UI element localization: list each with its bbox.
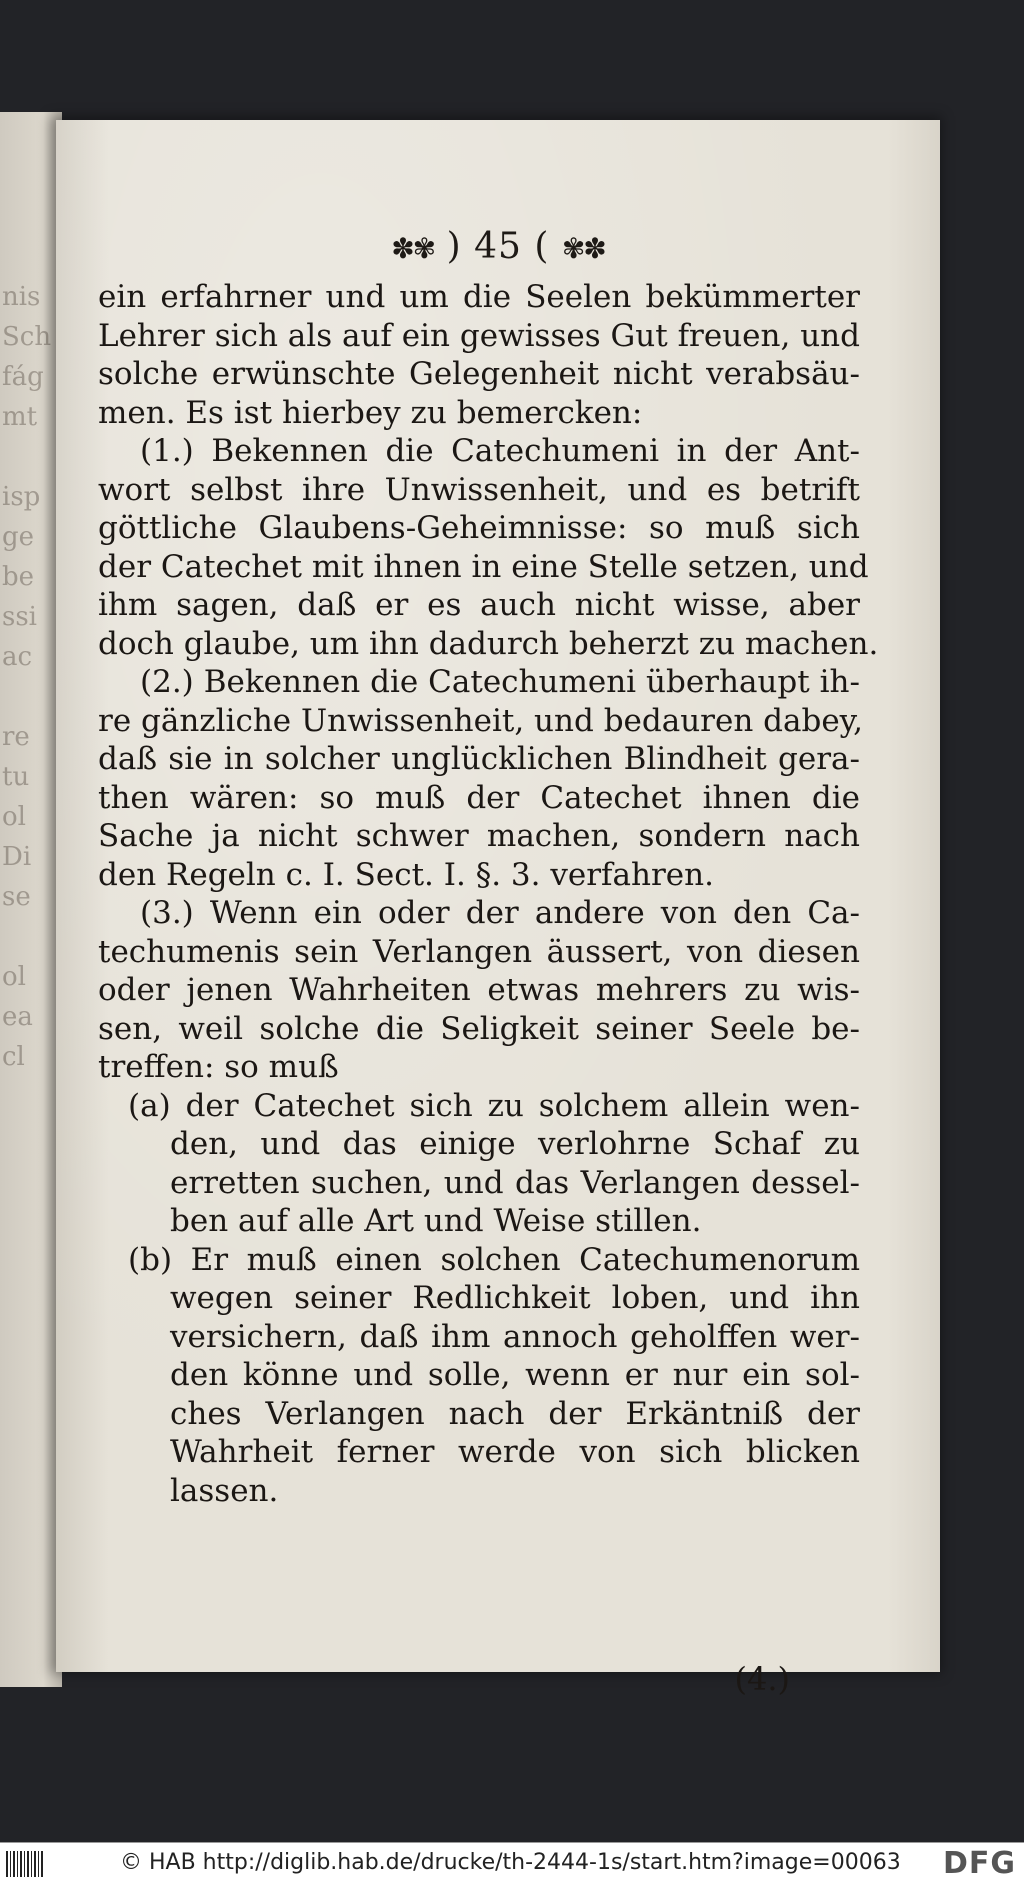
text-line: (2.) Bekennen die Catechumeni überhaupt ih- (140, 664, 860, 700)
text-line: Sache ja nicht schwer machen, sondern nach (98, 818, 860, 854)
text-line: ben auf alle Art und Weise stillen. (170, 1203, 702, 1239)
text-line: techumenis sein Verlangen äussert, von diesen (98, 933, 860, 970)
text-line: treffen: so muß (98, 1049, 339, 1085)
page-number: ) 45 ( (446, 226, 550, 267)
text-line: (1.) Bekennen die Catechumeni in der Ant- (140, 433, 860, 469)
catchword-signature: (4.) (734, 1660, 790, 1698)
dfg-logo: DFG (942, 1846, 1016, 1881)
text-line: Wahrheit ferner werde von sich blicken (170, 1434, 860, 1470)
text-line: re gänzliche Unwissenheit, und bedauren dabey, (98, 702, 863, 739)
text-line: den Regeln c. I. Sect. I. §. 3. verfahren. (98, 856, 714, 893)
text-line: (3.) Wenn ein oder der andere von den Ca- (140, 895, 860, 931)
text-line: göttliche Glaubens-Geheimnisse: so muß sich (98, 510, 860, 546)
copyright-link[interactable]: © HAB http://diglib.hab.de/drucke/th-2444-1s/start.htm?image=00063 (120, 1850, 901, 1875)
text-line: then wären: so muß der Catechet ihnen die (98, 779, 860, 816)
text-line: ihm sagen, daß er es auch nicht wisse, aber (98, 587, 860, 623)
text-line: erretten suchen, und das Verlangen dessel- (170, 1164, 860, 1201)
ornament-left-icon: ✽✾ (391, 232, 435, 265)
text-line: der Catechet mit ihnen in eine Stelle setzen, und (98, 548, 869, 585)
text-line: solche erwünschte Gelegenheit nicht verabsäu- (98, 356, 860, 392)
footer-bar (0, 1842, 1024, 1884)
ornament-right-icon: ✾✽ (561, 232, 605, 265)
text-line: doch glaube, um ihn dadurch beherzt zu machen. (98, 625, 879, 662)
text-line: Lehrer sich als auf ein gewisses Gut freuen, und (98, 317, 860, 354)
text-line: versichern, daß ihm annoch geholffen wer- (170, 1318, 860, 1355)
text-line: wegen seiner Redlichkeit loben, und ihn (170, 1280, 860, 1316)
text-line: men. Es ist hierbey zu bemercken: (98, 394, 643, 431)
text-line: sen, weil solche die Seligkeit seiner Seele be- (98, 1010, 860, 1047)
page-body-text (98, 278, 879, 1510)
text-line: lassen. (170, 1472, 279, 1509)
previous-page-edge: nis Sch fág mt isp ge be ssi ac re tu ol Di se ol ea cl (0, 112, 62, 1687)
page-header (56, 226, 940, 267)
text-line: daß sie in solcher unglücklichen Blindheit gera- (98, 741, 860, 777)
text-line: wort selbst ihre Unwissenheit, und es betrift (98, 471, 860, 508)
text-line: den, und das einige verlohrne Schaf zu (170, 1126, 860, 1162)
text-line: ein erfahrner und um die Seelen bekümmerter (98, 279, 860, 315)
text-line: ches Verlangen nach der Erkäntniß der (170, 1395, 860, 1432)
text-line: oder jenen Wahrheiten etwas mehrers zu wis- (98, 972, 860, 1008)
book-page (56, 120, 940, 1698)
text-line: (a) der Catechet sich zu solchem allein wen- (128, 1087, 860, 1124)
text-line: den könne und solle, wenn er nur ein sol- (170, 1357, 860, 1393)
text-line: (b) Er muß einen solchen Catechumenorum (128, 1241, 860, 1278)
barcode-icon (6, 1851, 44, 1877)
